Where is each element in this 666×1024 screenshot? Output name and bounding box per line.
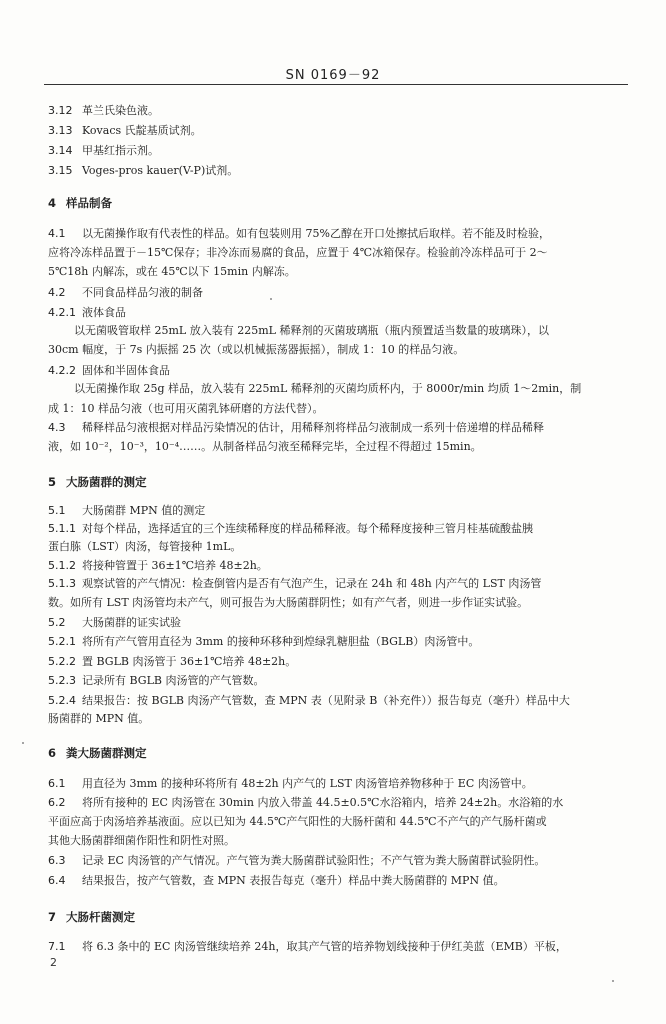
text-line xyxy=(48,522,632,536)
clause-number: 6.4 xyxy=(48,874,66,887)
clause-text: 将所有产气管用直径为 3mm 的接种环移种到煌绿乳糖胆盐（BGLB）肉汤管中。 xyxy=(82,635,480,648)
text-line xyxy=(48,796,632,810)
clause-number: 5.1 xyxy=(48,504,66,517)
text-line xyxy=(48,635,632,649)
clause-number: 4 xyxy=(48,196,57,210)
clause-text: 将 6.3 条中的 EC 肉汤管继续培养 24h，取其产气管的培养物划线接种于伊红美蓝（EMB）平板， xyxy=(82,940,567,953)
clause-text: 成 1：10 样品匀液（也可用灭菌乳钵研磨的方法代替）。 xyxy=(48,402,324,415)
clause-number: 4.1 xyxy=(48,227,66,240)
clause-text: 固体和半固体食品 xyxy=(82,364,170,377)
clause-text: 数。如所有 LST 肉汤管均未产气，则可报告为大肠菌群阴性；如有产气者，则进一步作证实试验。 xyxy=(48,596,529,609)
text-line xyxy=(48,596,632,610)
clause-text: 肠菌群的 MPN 值。 xyxy=(48,712,150,725)
clause-text: 样品制备 xyxy=(66,196,112,210)
clause-text: 大肠杆菌测定 xyxy=(66,910,135,924)
clause-text: 5℃18h 内解冻，或在 45℃以下 15min 内解冻。 xyxy=(48,265,296,278)
clause-number: 6.3 xyxy=(48,854,66,867)
text-line xyxy=(48,144,632,158)
clause-text: 应将冷冻样品置于－15℃保存；非冷冻而易腐的食品，应置于 4℃冰箱保存。检验前冷冻样品可于 2～ xyxy=(48,246,548,259)
clause-number: 4.2 xyxy=(48,286,66,299)
clause-text: 将所有接种的 EC 肉汤管在 30min 内放入带盖 44.5±0.5℃水浴箱内，培养 24±2h。水浴箱的水 xyxy=(82,796,564,809)
clause-number: 7 xyxy=(48,910,57,924)
clause-number: 3.15 xyxy=(48,164,73,177)
clause-number: 5.2.1 xyxy=(48,635,76,648)
clause-text: Kovacs 氏靛基质试剂。 xyxy=(82,124,202,137)
text-line xyxy=(48,402,632,416)
page-number: 2 xyxy=(50,956,57,969)
section-heading xyxy=(48,910,632,924)
text-line xyxy=(74,324,632,338)
clause-text: 大肠菌群的证实试验 xyxy=(82,616,181,629)
clause-text: 记录所有 BGLB 肉汤管的产气管数。 xyxy=(82,674,265,687)
text-line xyxy=(48,655,632,669)
text-line xyxy=(48,306,632,320)
text-line xyxy=(48,712,632,726)
clause-text: 用直径为 3mm 的接种环将所有 48±2h 内产气的 LST 肉汤管培养物移种于 EC 肉汤管中。 xyxy=(82,777,533,790)
text-line xyxy=(48,343,632,357)
clause-text: 结果报告，按产气管数，查 MPN 表报告每克（毫升）样品中粪大肠菌群的 MPN 值。 xyxy=(82,874,505,887)
text-line xyxy=(48,815,632,829)
header-rule xyxy=(44,84,628,85)
clause-number: 4.3 xyxy=(48,421,66,434)
scan-speck xyxy=(612,980,614,982)
clause-number: 4.2.1 xyxy=(48,306,76,319)
clause-number: 6 xyxy=(48,746,57,760)
text-line xyxy=(48,364,632,378)
text-line xyxy=(48,834,632,848)
clause-text: 结果报告：按 BGLB 肉汤产气管数，查 MPN 表（见附录 B（补充件））报告每克（毫升）样品中大 xyxy=(82,694,570,707)
clause-text: 对每个样品，选择适宜的三个连续稀释度的样品稀释液。每个稀释度接种三管月桂基硫酸盐胰 xyxy=(82,522,533,535)
text-line xyxy=(48,874,632,888)
clause-number: 3.14 xyxy=(48,144,73,157)
text-line xyxy=(74,382,632,396)
clause-number: 6.2 xyxy=(48,796,66,809)
section-heading xyxy=(48,475,632,489)
text-line xyxy=(48,616,632,630)
text-line xyxy=(48,559,632,573)
text-line xyxy=(48,540,632,554)
clause-text: 甲基红指示剂。 xyxy=(82,144,159,157)
clause-text: 革兰氏染色液。 xyxy=(82,104,159,117)
clause-text: 大肠菌群的测定 xyxy=(66,475,147,489)
scan-speck xyxy=(22,742,24,744)
clause-number: 5.2.3 xyxy=(48,674,76,687)
clause-text: 置 BGLB 肉汤管于 36±1℃培养 48±2h。 xyxy=(82,655,297,668)
text-line xyxy=(48,286,632,300)
clause-number: 5.1.2 xyxy=(48,559,76,572)
clause-text: 蛋白胨（LST）肉汤，每管接种 1mL。 xyxy=(48,540,242,553)
text-line xyxy=(48,104,632,118)
text-line xyxy=(48,124,632,138)
clause-text: 不同食品样品匀液的制备 xyxy=(82,286,203,299)
text-line xyxy=(48,421,632,435)
clause-text: 其他大肠菌群细菌作阳性和阴性对照。 xyxy=(48,834,235,847)
clause-number: 5.2 xyxy=(48,616,66,629)
scan-speck xyxy=(270,298,272,300)
clause-number: 5.1.3 xyxy=(48,577,76,590)
clause-number: 6.1 xyxy=(48,777,66,790)
text-line xyxy=(48,164,632,178)
clause-text: 记录 EC 肉汤管的产气情况。产气管为粪大肠菌群试验阳性；不产气管为粪大肠菌群试验阴性。 xyxy=(82,854,546,867)
clause-number: 7.1 xyxy=(48,940,66,953)
section-heading xyxy=(48,746,632,760)
clause-text: 粪大肠菌群测定 xyxy=(66,746,147,760)
clause-text: 观察试管的产气情况：检查倒管内是否有气泡产生，记录在 24h 和 48h 内产气的 LST 肉汤管 xyxy=(82,577,542,590)
text-line xyxy=(48,504,632,518)
clause-text: 30cm 幅度，于 7s 内振摇 25 次（或以机械振荡器振摇），制成 1：10 的样品匀液。 xyxy=(48,343,465,356)
clause-number: 5.2.2 xyxy=(48,655,76,668)
clause-number: 4.2.2 xyxy=(48,364,76,377)
clause-text: 平面应高于肉汤培养基液面。应以已知为 44.5℃产气阳性的大肠杆菌和 44.5℃不产气的产气肠杆菌或 xyxy=(48,815,547,828)
clause-number: 5 xyxy=(48,475,57,489)
text-line xyxy=(48,854,632,868)
text-line xyxy=(48,246,632,260)
clause-text: 以无菌操作取 25g 样品，放入装有 225mL 稀释剂的灭菌均质杯内，于 8000r/min 均质 1～2min，制 xyxy=(74,382,582,395)
text-line xyxy=(48,777,632,791)
clause-text: 液体食品 xyxy=(82,306,126,319)
clause-number: 5.2.4 xyxy=(48,694,76,707)
text-line xyxy=(48,265,632,279)
text-line xyxy=(48,227,632,241)
clause-text: 以无菌操作取有代表性的样品。如有包装则用 75%乙醇在开口处擦拭后取样。若不能及时检验， xyxy=(82,227,550,240)
clause-text: Voges-pros kauer(V-P)试剂。 xyxy=(82,164,239,177)
text-line xyxy=(48,940,632,954)
section-heading xyxy=(48,196,632,210)
clause-number: 5.1.1 xyxy=(48,522,76,535)
text-line xyxy=(48,694,632,708)
text-line xyxy=(48,577,632,591)
text-line xyxy=(48,674,632,688)
text-line xyxy=(48,440,632,454)
clause-number: 3.13 xyxy=(48,124,73,137)
clause-text: 以无菌吸管取样 25mL 放入装有 225mL 稀释剂的灭菌玻璃瓶（瓶内预置适当数量的玻璃珠），以 xyxy=(74,324,549,337)
clause-text: 稀释样品匀液根据对样品污染情况的估计，用稀释剂将样品匀液制成一系列十倍递增的样品稀释 xyxy=(82,421,544,434)
document-code: SN 0169－92 xyxy=(285,68,381,83)
clause-text: 大肠菌群 MPN 值的测定 xyxy=(82,504,206,517)
clause-number: 3.12 xyxy=(48,104,73,117)
clause-text: 液，如 10⁻²，10⁻³，10⁻⁴……。从制备样品匀液至稀释完毕，全过程不得超过 15min。 xyxy=(48,440,482,453)
clause-text: 将接种管置于 36±1℃培养 48±2h。 xyxy=(82,559,268,572)
